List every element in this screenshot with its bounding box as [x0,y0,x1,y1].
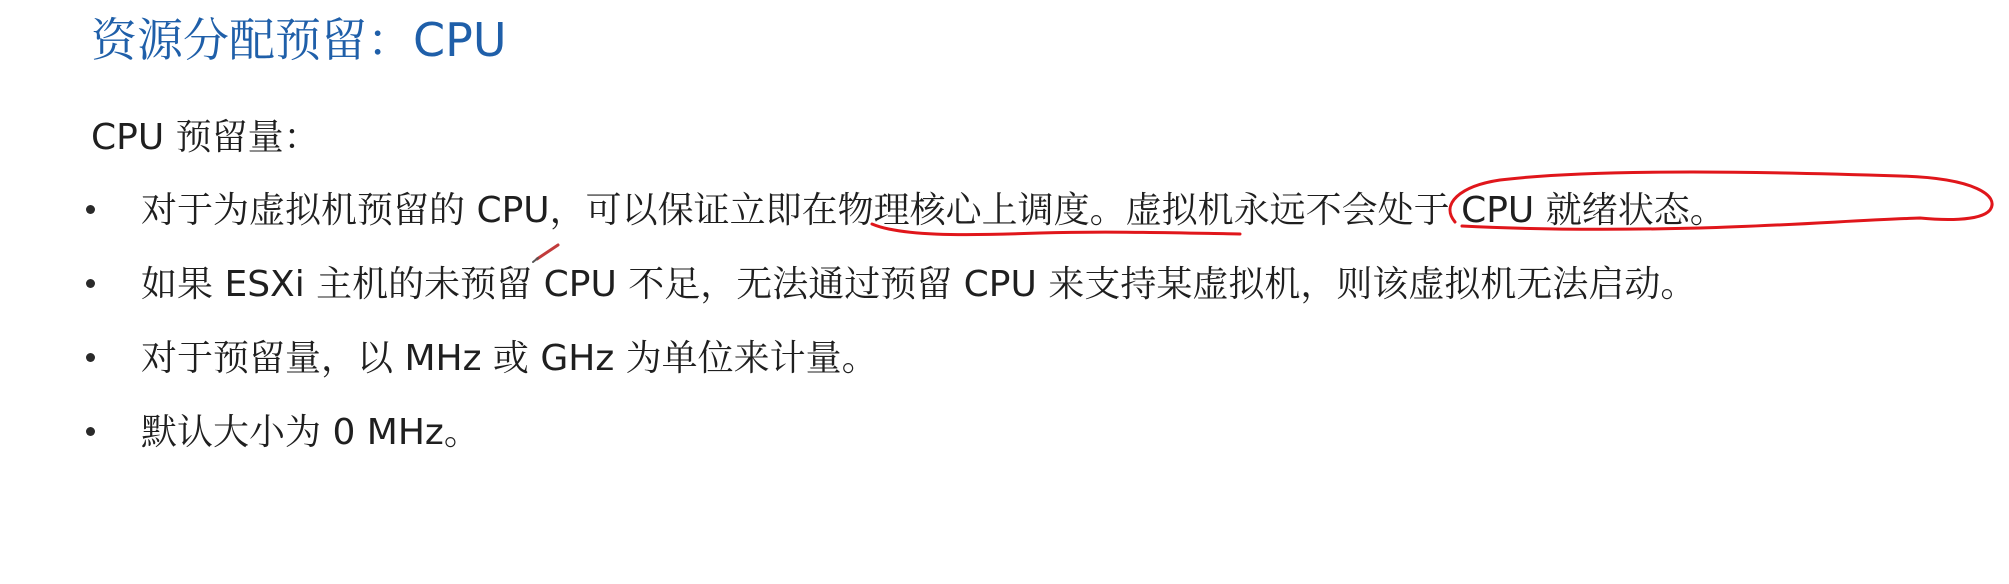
bullet-dot-icon [86,279,95,288]
bullet-dot-icon [86,427,95,436]
bullet-dot-icon [86,353,95,362]
bullet-item [86,260,1696,310]
bullet-text: 对于预留量，以 MHz 或 GHz 为单位来计量。 [141,338,878,379]
section-label: CPU 预留量： [91,117,320,158]
bullet-text: 如果 ESXi 主机的未预留 CPU 不足，无法通过预留 CPU 来支持某虚拟机，则该虚拟机无法启动。 [141,264,1697,305]
bullet-dot-icon [86,205,95,214]
bullet-item [86,186,1726,236]
bullet-text: 对于为虚拟机预留的 CPU，可以保证立即在物理核心上调度。虚拟机永远不会处于 CPU 就绪状态。 [141,190,1726,231]
bullet-text: 默认大小为 0 MHz。 [141,412,480,453]
bullet-item [86,334,878,384]
bullet-item [86,408,480,458]
slide-title: 资源分配预留：CPU [91,13,507,67]
